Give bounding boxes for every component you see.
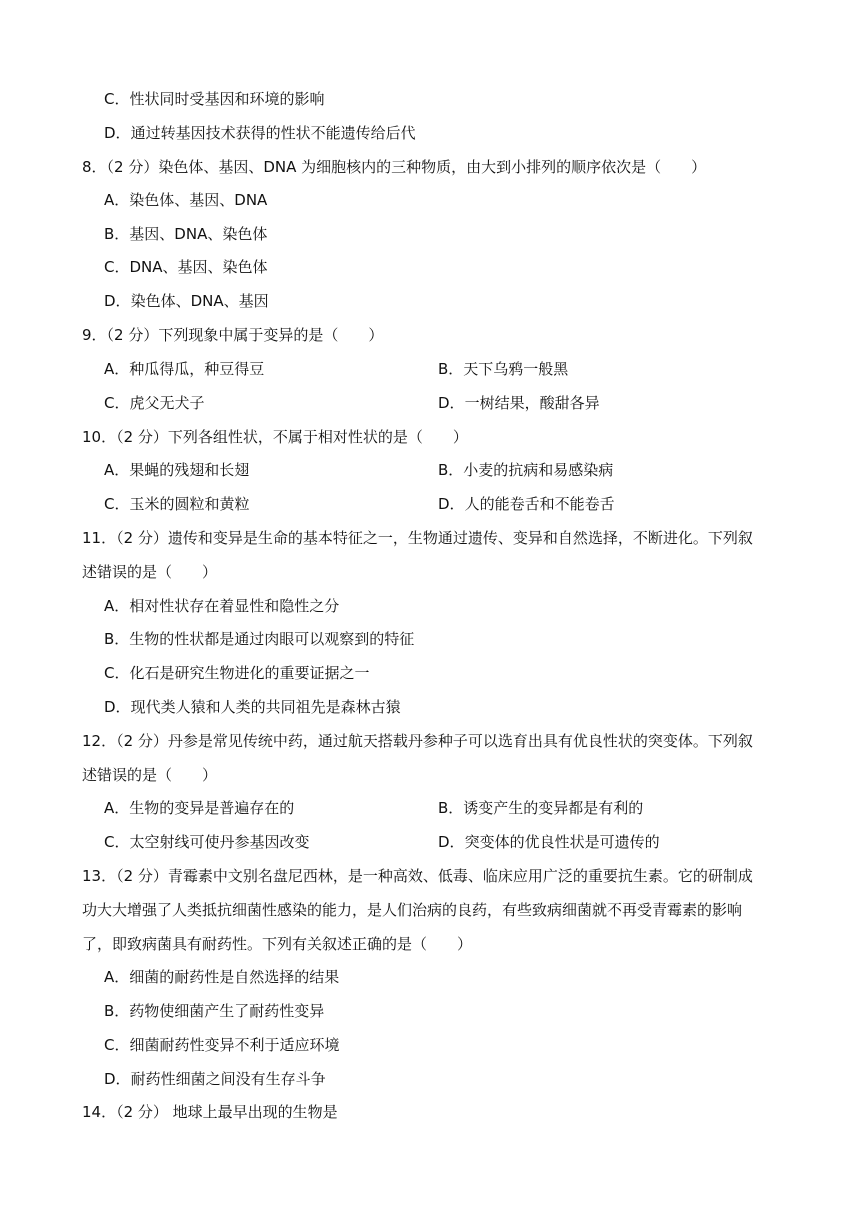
q7-option-d <box>104 123 416 143</box>
option-letter: A． <box>104 461 130 479</box>
q13-option-d <box>104 1069 326 1089</box>
q8-option-b <box>104 224 267 244</box>
q13-stem-line1: 13．（2 分）青霉素中文别名盘尼西林，是一种高效、低毒、临床应用广泛的重要抗生素。它的研制成 <box>82 867 753 885</box>
option-text: 小麦的抗病和易感染病 <box>463 461 614 479</box>
q11-option-b <box>104 629 414 649</box>
option-text: 药物使细菌产生了耐药性变异 <box>129 1002 325 1020</box>
option-text: 耐药性细菌之间没有生存斗争 <box>130 1070 326 1088</box>
q12-option-c <box>104 832 310 852</box>
option-text: 太空射线可使丹参基因改变 <box>129 833 310 851</box>
option-letter: B． <box>104 1002 130 1020</box>
q7-option-c <box>104 89 325 109</box>
q10-option-a <box>104 460 249 480</box>
option-text: 细菌耐药性变异不利于适应环境 <box>129 1036 340 1054</box>
option-text: 染色体、DNA、基因 <box>130 292 269 310</box>
option-letter: B． <box>438 360 464 378</box>
q14-stem: 14．（2 分） 地球上最早出现的生物是 <box>82 1103 338 1121</box>
option-text: 虎父无犬子 <box>129 394 205 412</box>
q11-stem-line2: 述错误的是（ ） <box>82 563 218 581</box>
option-letter: C． <box>104 1036 130 1054</box>
q13-stem-line3: 了，即致病菌具有耐药性。下列有关叙述正确的是（ ） <box>82 935 473 953</box>
q9-option-d <box>438 393 600 413</box>
option-letter: B． <box>104 630 130 648</box>
option-text: 细菌的耐药性是自然选择的结果 <box>129 968 340 986</box>
q11-option-c <box>104 663 370 683</box>
option-text: 基因、DNA、染色体 <box>129 225 268 243</box>
q10-option-d <box>438 494 615 514</box>
option-letter: C． <box>104 664 130 682</box>
q13-option-a <box>104 967 339 987</box>
q13-stem-line2: 功大大增强了人类抵抗细菌性感染的能力，是人们治病的良药，有些致病细菌就不再受青霉素的影响 <box>82 901 743 919</box>
option-letter: C． <box>104 90 130 108</box>
option-text: 现代类人猿和人类的共同祖先是森林古猿 <box>130 698 401 716</box>
option-letter: A． <box>104 360 130 378</box>
option-letter: C． <box>104 258 130 276</box>
option-text: 人的能卷舌和不能卷舌 <box>464 495 615 513</box>
option-letter: D． <box>438 495 465 513</box>
option-text: 天下乌鸦一般黑 <box>463 360 569 378</box>
option-text: 突变体的优良性状是可遗传的 <box>464 833 660 851</box>
q13-option-b <box>104 1001 324 1021</box>
option-text: 相对性状存在着显性和隐性之分 <box>129 597 340 615</box>
option-letter: C． <box>104 495 130 513</box>
option-letter: A． <box>104 191 130 209</box>
q11-option-d <box>104 697 401 717</box>
q8-option-a <box>104 190 267 210</box>
q13-option-c <box>104 1035 340 1055</box>
option-text: 果蝇的残翅和长翅 <box>129 461 250 479</box>
q12-option-a <box>104 798 294 818</box>
option-letter: B． <box>104 225 130 243</box>
q10-option-b <box>438 460 613 480</box>
option-text: 通过转基因技术获得的性状不能遗传给后代 <box>130 124 416 142</box>
option-text: 性状同时受基因和环境的影响 <box>129 90 325 108</box>
q9-option-b <box>438 359 568 379</box>
q9-stem: 9．（2 分）下列现象中属于变异的是（ ） <box>82 326 384 344</box>
option-letter: A． <box>104 799 130 817</box>
option-text: 染色体、基因、DNA <box>129 191 268 209</box>
option-text: 生物的变异是普遍存在的 <box>129 799 295 817</box>
option-letter: C． <box>104 394 130 412</box>
q11-option-a <box>104 596 339 616</box>
q12-stem-line1: 12．（2 分）丹参是常见传统中药，通过航天搭载丹参种子可以选育出具有优良性状的突变体。下列叙 <box>82 732 753 750</box>
option-letter: D． <box>104 292 131 310</box>
option-letter: C． <box>104 833 130 851</box>
option-text: DNA、基因、染色体 <box>129 258 268 276</box>
q10-option-c <box>104 494 250 514</box>
q12-option-d <box>438 832 660 852</box>
option-text: 化石是研究生物进化的重要证据之一 <box>129 664 370 682</box>
option-letter: D． <box>438 394 465 412</box>
q10-stem: 10．（2 分）下列各组性状，不属于相对性状的是（ ） <box>82 428 468 446</box>
option-letter: D． <box>104 1070 131 1088</box>
q9-option-a <box>104 359 264 379</box>
q8-option-c <box>104 257 268 277</box>
option-letter: D． <box>104 124 131 142</box>
option-letter: A． <box>104 597 130 615</box>
q8-stem: 8．（2 分）染色体、基因、DNA 为细胞核内的三种物质，由大到小排列的顺序依次是（ ） <box>82 158 707 176</box>
option-text: 诱变产生的变异都是有利的 <box>463 799 644 817</box>
option-letter: D． <box>438 833 465 851</box>
option-text: 玉米的圆粒和黄粒 <box>129 495 250 513</box>
option-text: 生物的性状都是通过肉眼可以观察到的特征 <box>129 630 415 648</box>
q8-option-d <box>104 291 269 311</box>
q11-stem-line1: 11．（2 分）遗传和变异是生命的基本特征之一，生物通过遗传、变异和自然选择，不断进化。下列叙 <box>82 529 753 547</box>
option-text: 一树结果，酸甜各异 <box>464 394 600 412</box>
option-letter: B． <box>438 799 464 817</box>
option-letter: B． <box>438 461 464 479</box>
option-text: 种瓜得瓜，种豆得豆 <box>129 360 265 378</box>
q9-option-c <box>104 393 205 413</box>
q12-option-b <box>438 798 643 818</box>
option-letter: D． <box>104 698 131 716</box>
option-letter: A． <box>104 968 130 986</box>
q12-stem-line2: 述错误的是（ ） <box>82 766 218 784</box>
